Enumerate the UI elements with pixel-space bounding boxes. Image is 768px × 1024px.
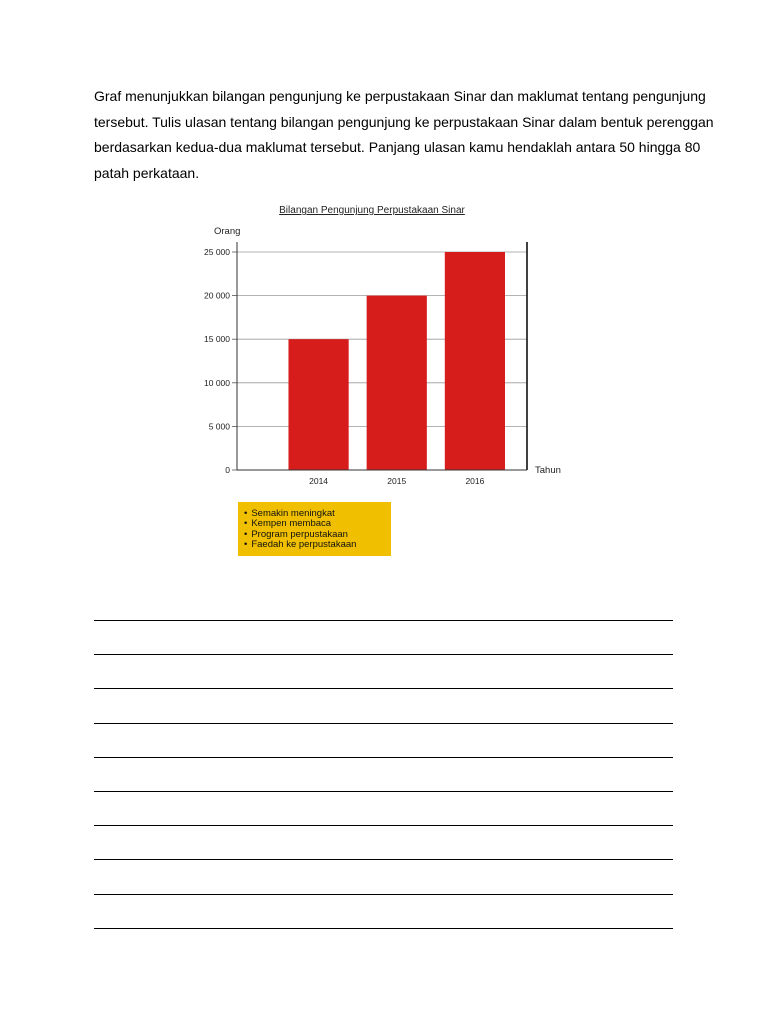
answer-line[interactable]	[94, 859, 673, 860]
instruction-line: tersebut. Tulis ulasan tentang bilangan pengunjung ke perpustakaan Sinar dalam bentuk perenggan	[94, 113, 714, 130]
bars	[288, 252, 505, 470]
x-axis-label: Tahun	[535, 465, 561, 476]
info-list	[244, 509, 391, 550]
x-tick-label: 2016	[465, 476, 485, 486]
chart-title: Bilangan Pengunjung Perpustakaan Sinar	[279, 205, 465, 216]
instruction-line: berdasarkan kedua-dua maklumat tersebut. Panjang ulasan kamu hendaklah antara 50 hingga 80	[94, 139, 701, 155]
info-item: • Program perpustakaan	[244, 530, 391, 540]
answer-line[interactable]	[94, 688, 673, 689]
bar-2014	[288, 339, 348, 470]
instruction-line: patah perkataan.	[94, 164, 200, 181]
y-tick-label: 10 000	[204, 377, 230, 388]
y-tick-label: 25 000	[204, 247, 230, 257]
answer-line[interactable]	[94, 825, 673, 826]
instruction-line: Graf menunjukkan bilangan pengunjung ke perpustakaan Sinar dan maklumat tentang pengunjung	[94, 88, 706, 104]
info-item: • Kempen membaca	[244, 519, 391, 529]
answer-line[interactable]	[94, 620, 673, 621]
bar-chart	[190, 192, 590, 492]
x-tick-label: 2015	[387, 476, 407, 486]
bar-2016	[445, 252, 505, 470]
answer-line[interactable]	[94, 723, 673, 724]
y-tick-label: 15 000	[204, 334, 230, 345]
answer-line[interactable]	[94, 791, 673, 792]
y-tick-label: 0	[225, 465, 230, 475]
info-item: • Semakin meningkat	[244, 509, 391, 519]
answer-line[interactable]	[94, 894, 673, 895]
instructions	[94, 84, 714, 186]
info-item: • Faedah ke perpustakaan	[244, 540, 391, 550]
y-tick-label: 20 000	[204, 290, 230, 301]
info-box	[238, 502, 391, 556]
bar-2015	[367, 296, 427, 470]
answer-line[interactable]	[94, 928, 673, 929]
y-tick-label: 5 000	[208, 421, 230, 432]
answer-line[interactable]	[94, 757, 673, 758]
y-axis-label: Orang	[214, 226, 241, 237]
x-tick-label: 2014	[309, 476, 329, 486]
answer-line[interactable]	[94, 654, 673, 655]
